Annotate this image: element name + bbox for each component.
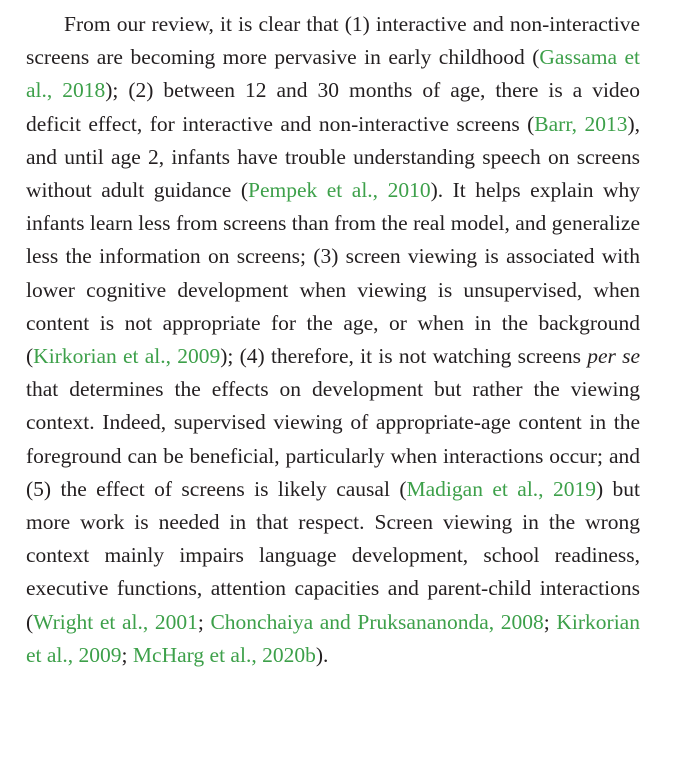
- citation-link[interactable]: Barr, 2013: [534, 111, 628, 136]
- citation-link[interactable]: Pempek et al., 2010: [247, 178, 431, 203]
- citation-link[interactable]: McHarg et al., 2020b: [132, 642, 316, 667]
- citation-link[interactable]: Kirkorian et al., 2009: [26, 609, 640, 667]
- paragraph-text: ).: [315, 642, 329, 667]
- italic-phrase: per se: [587, 344, 640, 369]
- paragraph-text: ;: [543, 609, 557, 634]
- paragraph-text: From our review, it is clear that (1) interactive and non-interactive screens are becoming more pervasive in early childhood (: [26, 12, 640, 70]
- paragraph-text: ); (2) between 12 and 30 months of age, there is a video deficit effect, for interactive and non-interactive screens (: [26, 78, 640, 136]
- paragraph-text: ), and until age 2, infants have trouble understanding speech on screens without adult guidance (: [26, 111, 640, 203]
- body-paragraph: [26, 8, 640, 672]
- paragraph-text: that determines the effects on development but rather the viewing context. Indeed, supervised viewing of appropriate-age content in the foreground can be beneficial, particularly when interactions occur; and (5) the effect of screens is likely causal (: [26, 377, 640, 501]
- citation-link[interactable]: Kirkorian et al., 2009: [33, 344, 221, 369]
- citation-link[interactable]: Gassama et al., 2018: [26, 45, 640, 103]
- paragraph-text: ). It helps explain why infants learn less from screens than from the real model, and generalize less the information on screens; (3) screen viewing is associated with lower cognitive development when viewing is unsupervised, when content is not appropriate for the age, or when in the background (: [26, 178, 640, 369]
- paragraph-text: ;: [121, 642, 133, 667]
- citation-link[interactable]: Wright et al., 2001: [33, 609, 198, 634]
- paragraph-text: ;: [197, 609, 211, 634]
- citation-link[interactable]: Madigan et al., 2019: [406, 476, 596, 501]
- citation-link[interactable]: Chonchaiya and Pruksananonda, 2008: [210, 609, 544, 634]
- paragraph-text: ); (4) therefore, it is not watching screens: [220, 344, 588, 369]
- paragraph-text: ) but more work is needed in that respect. Screen viewing in the wrong context mainly impairs language development, school readiness, executive functions, attention capacities and parent-child interactions (: [26, 476, 640, 634]
